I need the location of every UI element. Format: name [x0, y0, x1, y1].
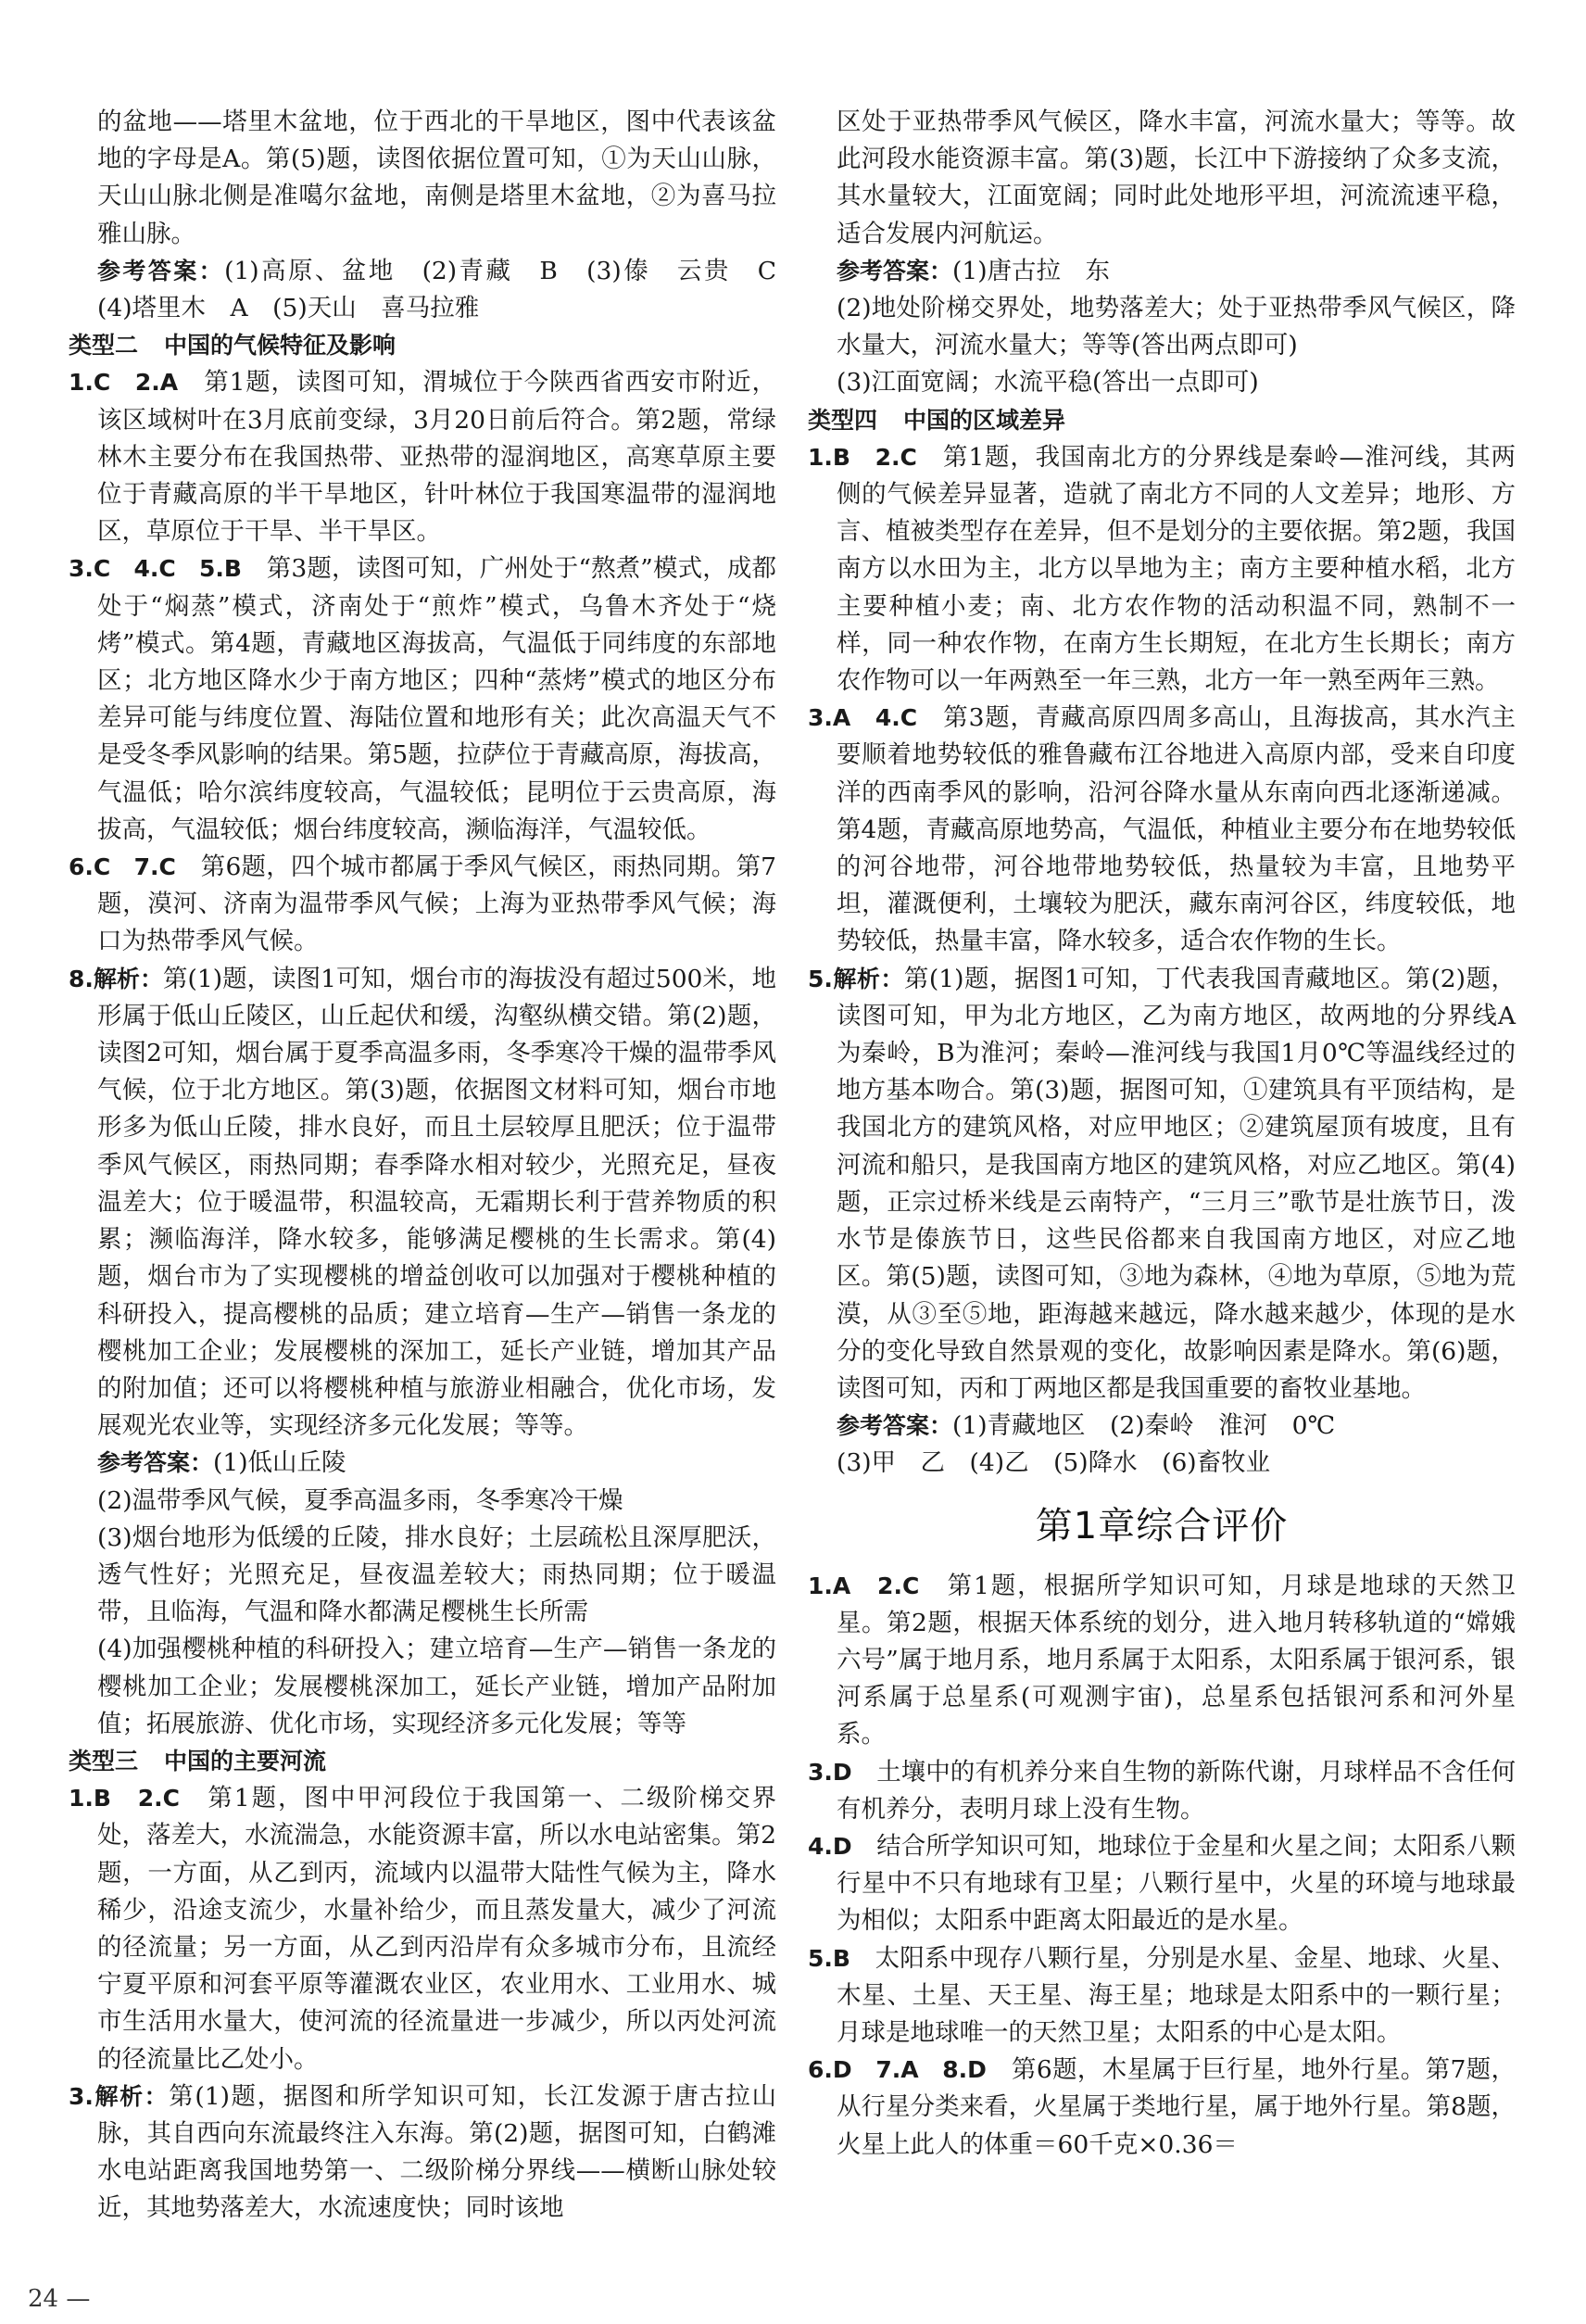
answer-line: (3)烟台地形为低缓的丘陵，排水良好；土层疏松且深厚肥沃，透气性好；光照充足，昼夜温差较大；雨热同期；位于暖温带，且临海，气温和降水都满足樱桃生长所需 — [97, 1522, 776, 1627]
answer-label: 参考答案： — [97, 257, 225, 284]
list-item: 4.D 结合所学知识可知，地球位于金星和火星之间；太阳系八颗行星中不只有地球有卫星；八颗行星中，火星的环境与地球最为相似；太阳系中距离太阳最近的是水星。 — [808, 1831, 1516, 1936]
section-heading-type4: 类型四 中国的区域差异 — [808, 406, 1066, 434]
answer-line: 参考答案：(1)低山丘陵 — [97, 1448, 346, 1478]
answer-line: (2)地处阶梯交界处，地势落差大；处于亚热带季风气候区，降水量大，河流水量大；等等(答出两点即可) — [837, 294, 1516, 360]
list-item: 1.A 2.C 第1题，根据所学知识可知，月球是地球的天然卫星。第2题，根据天体系统的划分，进入地月转移轨道的“嫦娥六号”属于地月系，地月系属于太阳系，太阳系属于银河系，银河系属于总星系(可观测宇宙)，总星系包括银河系和河外星系。 — [808, 1571, 1516, 1749]
answer-label: 参考答案： — [837, 257, 953, 284]
answer-line: (3)甲 乙 (4)乙 (5)降水 (6)畜牧业 — [837, 1448, 1271, 1478]
list-item: 3.C 4.C 5.B 第3题，读图可知，广州处于“熬煮”模式，成都处于“焖蒸”模式，济南处于“煎炸”模式，乌鲁木齐处于“烧烤”模式。第4题，青藏地区海拔高，气温低于同纬度的东部地区；北方地区降水少于南方地区；四种“蒸烤”模式的地区分布差异可能与纬度位置、海陆位置和地形有关；此次高温天气不是受冬季风影响的结果。第5题，拉萨位于青藏高原，海拔高，气温低；哈尔滨纬度较高，气温较低；昆明位于云贵高原，海拔高，气温较低；烟台纬度较高，濒临海洋，气温较低。 — [69, 554, 777, 844]
list-item: 6.D 7.A 8.D 第6题，木星属于巨行星，地外行星。第7题，从行星分类来看，火星属于类地行星，属于地外行星。第8题，火星上此人的体重＝60千克×0.36＝ — [808, 2055, 1516, 2159]
answer-label: 参考答案： — [837, 1412, 953, 1440]
section-heading-type3: 类型三 中国的主要河流 — [69, 1747, 327, 1775]
section-heading-type2: 类型二 中国的气候特征及影响 — [69, 332, 396, 360]
continued-paragraph: 区处于亚热带季风气候区，降水丰富，河流水量大；等等。故此河段水能资源丰富。第(3)题，长江中下游接纳了众多支流，其水量较大，江面宽阔；同时此处地形平坦，河流流速平稳，适合发展内河航运。 — [837, 107, 1516, 248]
page-number: 24 — — [28, 2285, 91, 2313]
answer-line: (3)江面宽阔；水流平稳(答出一点即可) — [837, 368, 1259, 398]
answer-line: 参考答案：(1)唐古拉 东 — [837, 256, 1111, 285]
list-item: 1.C 2.A 第1题，读图可知，渭城位于今陕西省西安市附近，该区域树叶在3月底前变绿，3月20日前后符合。第2题，常绿林木主要分布在我国热带、亚热带的湿润地区，高寒草原主要位于青藏高原的半干旱地区，针叶林位于我国寒温带的湿润地区，草原位于干旱、半干旱区。 — [69, 368, 776, 547]
list-item: 8.解析：第(1)题，读图1可知，烟台市的海拔没有超过500米，地形属于低山丘陵区，山丘起伏和缓，沟壑纵横交错。第(2)题，读图2可知，烟台属于夏季高温多雨，冬季寒冷干燥的温带季风气候，位于北方地区。第(3)题，依据图文材料可知，烟台市地形多为低山丘陵，排水良好，而且土层较厚且肥沃；位于温带季风气候区，雨热同期；春季降水相对较少，光照充足，昼夜温差大；位于暖温带，积温较高，无霜期长利于营养物质的积累；濒临海洋，降水较多，能够满足樱桃的生长需求。第(4)题，烟台市为了实现樱桃的增益创收可以加强对于樱桃种植的科研投入，提高樱桃的品质；建立培育—生产—销售一条龙的樱桃加工企业；发展樱桃的深加工，延长产业链，增加其产品的附加值；还可以将樱桃种植与旅游业相融合，优化市场，发展观光农业等，实现经济多元化发展；等等。 — [69, 964, 776, 1441]
list-item: 6.C 7.C 第6题，四个城市都属于季风气候区，雨热同期。第7题，漠河、济南为温带季风气候；上海为亚热带季风气候；海口为热带季风气候。 — [69, 853, 776, 956]
list-item: 5.解析：第(1)题，据图1可知，丁代表我国青藏地区。第(2)题，读图可知，甲为北方地区，乙为南方地区，故两地的分界线A为秦岭，B为淮河；秦岭—淮河线与我国1月0℃等温线经过的地方基本吻合。第(3)题，据图可知，①建筑具有平顶结构，是我国北方的建筑风格，对应甲地区；②建筑屋顶有坡度，且有河流和船只，是我国南方地区的建筑风格，对应乙地区。第(4)题，正宗过桥米线是云南特产，“三月三”歌节是壮族节日，泼水节是傣族节日，这些民俗都来自我国南方地区，对应乙地区。第(5)题，读图可知，③地为森林，④地为草原，⑤地为荒漠，从③至⑤地，距海越来越远，降水越来越少，体现的是水分的变化导致自然景观的变化，故影响因素是降水。第(6)题，读图可知，丙和丁两地区都是我国重要的畜牧业基地。 — [808, 964, 1516, 1403]
list-item: 1.B 2.C 第1题，我国南北方的分界线是秦岭—淮河线，其两侧的气候差异显著，造就了南北方不同的人文差异；地形、方言、植被类型存在差异，但不是划分的主要依据。第2题，我国南方以水田为主，北方以旱地为主；南方主要种植水稻，北方主要种植小麦；南、北方农作物的活动积温不同，熟制不一样，同一种农作物，在南方生长期短，在北方生长期长；南方农作物可以一年两熟至一年三熟，北方一年一熟至两年三熟。 — [808, 442, 1516, 696]
answer-line: 参考答案：(1)青藏地区 (2)秦岭 淮河 0℃ — [837, 1411, 1336, 1441]
answer-line: (2)温带季风气候，夏季高温多雨，冬季寒冷干燥 — [97, 1485, 623, 1515]
answer-line: (4)加强樱桃种植的科研投入；建立培育—生产—销售一条龙的樱桃加工企业；发展樱桃深加工，延长产业链，增加产品附加值；拓展旅游、优化市场，实现经济多元化发展；等等 — [97, 1635, 776, 1738]
intro-paragraph: 的盆地——塔里木盆地，位于西北的干旱地区，图中代表该盆地的字母是A。第(5)题，读图依据位置可知，①为天山山脉，天山山脉北侧是准噶尔盆地，南侧是塔里木盆地，②为喜马拉雅山脉。 — [97, 107, 776, 248]
chapter-title: 第1章综合评价 — [1035, 1504, 1289, 1547]
list-item: 5.B 太阳系中现存八颗行星，分别是水星、金星、地球、火星、木星、土星、天王星、海王星；地球是太阳系中的一颗行星；月球是地球唯一的天然卫星；太阳系的中心是太阳。 — [808, 1943, 1517, 2047]
intro-answer: 参考答案：(1)高原、盆地 (2)青藏 B (3)傣 云贵 C (4)塔里木 A (5)天山 喜马拉雅 — [97, 256, 801, 323]
list-item: 3.A 4.C 第3题，青藏高原四周多高山，且海拔高，其水汽主要顺着地势较低的雅鲁藏布江谷地进入高原内部，受来自印度洋的西南季风的影响，沿河谷降水量从东南向西北逐渐递减。第4题，青藏高原地势高，气温低，种植业主要分布在地势较低的河谷地带，河谷地带地势较低，热量较为丰富，且地势平坦，灌溉便利，土壤较为肥沃，藏东南河谷区，纬度较低，地势较低，热量丰富，降水较多，适合农作物的生长。 — [808, 703, 1516, 956]
list-item: 3.解析：第(1)题，据图和所学知识可知，长江发源于唐古拉山脉，其自西向东流最终注入东海。第(2)题，据图可知，白鹤滩水电站距离我国地势第一、二级阶梯分界线——横断山脉处较近，其地势落差大，水流速度快；同时该地 — [69, 2081, 776, 2223]
list-item: 1.B 2.C 第1题，图中甲河段位于我国第一、二级阶梯交界处，落差大，水流湍急，水能资源丰富，所以水电站密集。第2题，一方面，从乙到丙，流域内以温带大陆性气候为主，降水稀少，沿途支流少，水量补给少，而且蒸发量大，减少了河流的径流量；另一方面，从乙到丙沿岸有众多城市分布，且流经宁夏平原和河套平原等灌溉农业区，农业用水、工业用水、城市生活用水量大，使河流的径流量进一步减少，所以丙处河流的径流量比乙处小。 — [69, 1784, 777, 2074]
right-column — [808, 104, 1516, 2164]
list-item: 3.D 土壤中的有机养分来自生物的新陈代谢，月球样品不含任何有机养分，表明月球上没有生物。 — [808, 1757, 1516, 1824]
answer-label: 参考答案： — [97, 1449, 214, 1477]
left-column — [69, 104, 801, 2228]
